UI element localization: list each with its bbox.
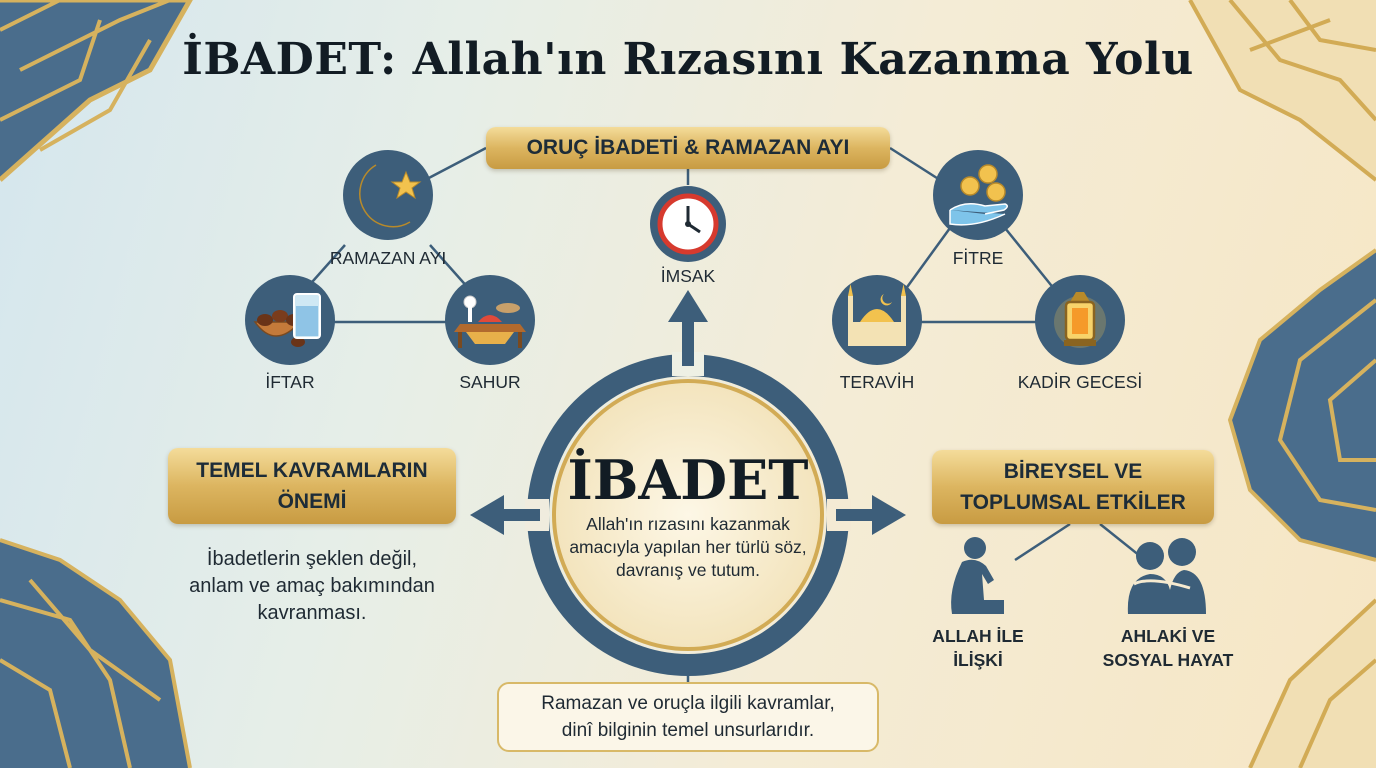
temel-kavramlar-section-label <box>168 448 456 524</box>
etkiler-section-label <box>932 450 1214 524</box>
people-hug-icon <box>1128 538 1206 614</box>
arrow-right <box>872 495 906 535</box>
sahur-node-icon <box>445 275 535 365</box>
ramazan-ayi-label: RAMAZAN AYI <box>329 248 447 268</box>
kadir-node-icon <box>1035 275 1125 365</box>
kadir-gecesi-label: KADİR GECESİ <box>1017 372 1143 392</box>
left-desc-line2: anlam ve amaç bakımından <box>189 575 435 597</box>
praying-person-icon <box>951 537 1004 614</box>
bottom-note-line1: Ramazan ve oruçla ilgili kavramlar, <box>541 693 835 714</box>
etkiler-label-line2: TOPLUMSAL ETKİLER <box>960 491 1186 514</box>
teravih-label: TERAVİH <box>839 372 915 392</box>
etkiler-label-line1: BİREYSEL VE <box>1003 460 1143 483</box>
allah-ile-iliski-line1: ALLAH İLE <box>932 626 1024 646</box>
fitre-label: FİTRE <box>952 248 1004 268</box>
teravih-node-icon <box>832 275 922 365</box>
iftar-node-icon <box>245 275 335 365</box>
allah-ile-iliski-line2: İLİŞKİ <box>953 650 1003 670</box>
sahur-label: SAHUR <box>459 372 521 392</box>
corner-ornament-bottom-right <box>1250 600 1376 768</box>
center-title: İBADET <box>567 448 809 512</box>
temel-kavramlar-label-line2: ÖNEMİ <box>277 490 347 513</box>
page-title: İBADET: Allah'ın Rızasını Kazanma Yolu <box>182 34 1194 85</box>
imsak-node-icon <box>650 186 726 262</box>
corner-ornament-top-right <box>1190 0 1376 180</box>
allah-ile-iliski-label <box>932 624 1023 672</box>
iftar-label: İFTAR <box>265 372 315 392</box>
arrow-left <box>470 495 504 535</box>
bottom-note-line2: dinî bilginin temel unsurlarıdır. <box>561 720 815 741</box>
left-desc-line1: İbadetlerin şeklen değil, <box>206 548 418 570</box>
ramazan-node-icon <box>343 150 433 240</box>
temel-kavramlar-description <box>162 546 462 627</box>
left-desc-line3: kavranması. <box>257 602 367 624</box>
fitre-node-icon <box>933 150 1023 240</box>
corner-ornament-top-left <box>0 0 190 180</box>
temel-kavramlar-label-line1: TEMEL KAVRAMLARIN <box>196 459 428 482</box>
bottom-note-box <box>497 682 879 752</box>
oruc-ramazan-section-label: ORUÇ İBADETİ & RAMAZAN AYI <box>486 127 890 169</box>
imsak-label: İMSAK <box>660 266 716 286</box>
ahlaki-sosyal-line1: AHLAKİ VE <box>1120 626 1216 646</box>
ahlaki-sosyal-hayat-label <box>1103 624 1234 672</box>
center-description: Allah'ın rızasını kazanmak amacıyla yapılan her türlü söz, davranış ve tutum. <box>569 514 807 580</box>
corner-ornament-right <box>1230 250 1376 560</box>
ahlaki-sosyal-line2: SOSYAL HAYAT <box>1102 650 1234 670</box>
arrow-up <box>668 290 708 322</box>
